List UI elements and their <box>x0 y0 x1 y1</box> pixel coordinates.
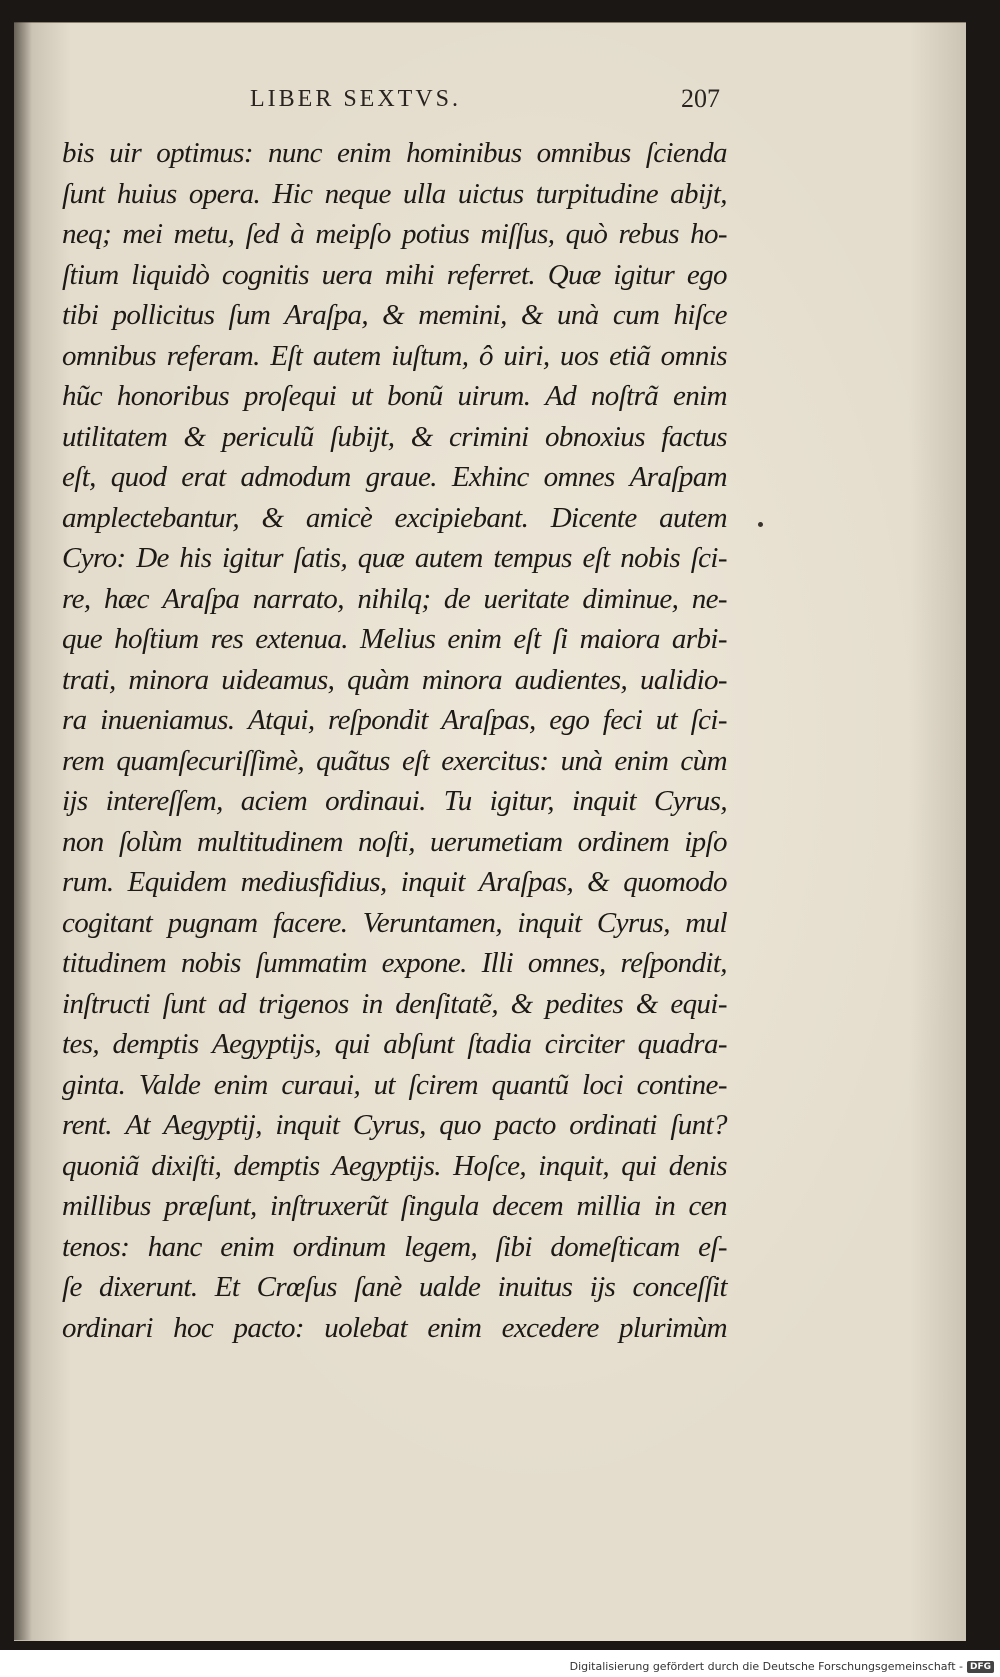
word: ſtium <box>62 258 119 291</box>
word: Araſpam <box>629 461 727 493</box>
word: denſitatẽ, <box>395 987 498 1020</box>
word: enim <box>220 1230 275 1263</box>
word: enim <box>447 623 502 655</box>
word: quãtus <box>316 744 390 777</box>
word: ſe <box>62 1271 82 1303</box>
word: noſti, <box>358 825 415 858</box>
text-line <box>62 174 727 215</box>
word: uera <box>321 258 373 291</box>
word: quàm <box>347 663 410 696</box>
text-line <box>62 619 727 660</box>
body-text <box>62 133 727 1348</box>
word: rebus <box>618 218 679 250</box>
word: neque <box>324 177 391 210</box>
word: narrato, <box>252 582 344 615</box>
word: inquit, <box>538 1149 609 1182</box>
word: liquidò <box>131 258 210 291</box>
text-line <box>62 1267 727 1308</box>
word: ordinaui. <box>325 785 426 817</box>
word: uirum. <box>457 380 531 412</box>
word: ijs <box>62 785 88 817</box>
page-gutter-shadow <box>14 22 32 1640</box>
word: ô <box>478 339 493 372</box>
word: proſequi <box>243 380 337 412</box>
word: extenua. <box>255 623 348 655</box>
word: igitur <box>613 258 675 291</box>
word: de <box>443 582 471 615</box>
word: exercitus: <box>441 744 549 777</box>
word: ſolùm <box>118 825 182 858</box>
word: Quæ <box>547 258 601 291</box>
word: conceſſit <box>632 1271 727 1303</box>
word: hæc <box>103 582 149 615</box>
word: ſanè <box>354 1271 402 1303</box>
word: feci <box>602 704 643 736</box>
word: ſcienda <box>645 137 727 169</box>
ink-speck <box>758 522 763 527</box>
word: ginta. <box>62 1068 126 1101</box>
word: bis <box>62 137 95 169</box>
word: neq; <box>62 218 112 250</box>
word: ut <box>373 1068 395 1101</box>
word: uir <box>109 137 142 169</box>
word: qui <box>621 1149 657 1182</box>
digitization-credit <box>570 1660 994 1673</box>
word: potius <box>401 218 470 250</box>
word: metu, <box>173 218 235 250</box>
text-line <box>62 336 727 377</box>
word: uos <box>560 339 599 372</box>
word: contine- <box>636 1068 727 1101</box>
word: ualidio- <box>639 663 727 696</box>
text-line <box>62 700 727 741</box>
text-line <box>62 417 727 458</box>
word: cognitis <box>221 258 309 291</box>
text-line <box>62 1105 727 1146</box>
word: ordinum <box>292 1230 386 1263</box>
word: ualde <box>418 1271 481 1303</box>
word: mihi <box>384 258 435 291</box>
word: facere. <box>272 906 348 939</box>
word: cum <box>612 299 660 331</box>
word: quod <box>110 461 167 493</box>
word: quantũ <box>491 1068 569 1101</box>
word: tibi <box>62 299 99 331</box>
word: rem <box>62 744 105 777</box>
text-line <box>62 741 727 782</box>
word: eſt <box>582 542 610 574</box>
word: Araſpas, <box>441 704 536 736</box>
word: autem <box>312 339 381 372</box>
word: Hoſce, <box>453 1149 527 1182</box>
word: titudinem <box>62 947 167 979</box>
word: uideamus, <box>221 663 335 696</box>
word: ſubijt, <box>330 420 395 453</box>
word: tempus <box>493 542 572 574</box>
word: abijt, <box>670 177 727 210</box>
word: ad <box>217 987 246 1020</box>
word: enim <box>427 1311 482 1344</box>
word: hanc <box>147 1230 202 1263</box>
word: uictus <box>457 177 524 210</box>
text-line <box>62 781 727 822</box>
word: At <box>125 1109 150 1141</box>
word: à <box>290 218 305 250</box>
word: diminue, <box>582 582 679 615</box>
word: pugnam <box>167 906 258 939</box>
text-line <box>62 862 727 903</box>
word: Et <box>214 1271 240 1303</box>
text-line <box>62 579 727 620</box>
word: denis <box>668 1149 727 1182</box>
word: multitudinem <box>197 825 343 858</box>
word: inquit <box>275 1109 340 1141</box>
word: memini, <box>418 299 507 331</box>
word: igitur, <box>489 785 554 817</box>
word: omnis <box>660 339 727 372</box>
word: hominibus <box>406 137 522 169</box>
text-line <box>62 214 727 255</box>
word: enim <box>672 380 727 412</box>
word: nobis <box>620 542 681 574</box>
word: referret. <box>446 258 536 291</box>
word: Cyrus, <box>654 785 727 817</box>
word: eſt, <box>62 461 96 493</box>
word: quamſecuriſſimè, <box>116 744 305 777</box>
word: nobis <box>180 947 241 979</box>
word: cen <box>688 1190 727 1222</box>
word: ſunt? <box>670 1109 727 1141</box>
word: optimus: <box>156 137 253 169</box>
word: millia <box>576 1190 641 1222</box>
word: quoniã <box>62 1149 139 1182</box>
text-line <box>62 1065 727 1106</box>
word: quò <box>565 218 608 250</box>
word: eſt <box>513 623 541 655</box>
text-line <box>62 457 727 498</box>
word: circiter <box>544 1028 625 1060</box>
word: & <box>261 501 284 534</box>
word: Melius <box>359 623 436 655</box>
word: ra <box>62 704 87 736</box>
word: ueritate <box>483 582 569 615</box>
word: Aegyptijs. <box>331 1149 441 1182</box>
word: etiã <box>609 339 651 372</box>
word: uerumetiam <box>430 825 563 858</box>
word: excipiebant. <box>394 501 529 534</box>
word: Atqui, <box>248 704 315 736</box>
page-header <box>250 80 720 120</box>
word: ipſo <box>684 825 727 858</box>
word: enim <box>213 1068 268 1101</box>
word: trigenos <box>258 987 349 1020</box>
word: ſci- <box>690 542 727 574</box>
word: abſunt <box>383 1028 454 1060</box>
word: Aegyptij, <box>163 1109 262 1141</box>
word: graue. <box>365 461 437 493</box>
word: demptis <box>112 1028 199 1060</box>
word: inuitus <box>497 1271 573 1303</box>
word: quo <box>439 1109 481 1141</box>
word: Valde <box>138 1068 201 1101</box>
word: unà <box>557 299 599 331</box>
word: maiora <box>579 623 660 655</box>
text-line <box>62 255 727 296</box>
word: ſci- <box>690 704 727 736</box>
word: & <box>635 987 658 1020</box>
word: cùm <box>680 744 727 777</box>
text-line <box>62 376 727 417</box>
word: mediusfidius, <box>240 866 387 898</box>
word: omnibus <box>62 339 157 372</box>
word: hũc <box>62 380 103 412</box>
word: ſingula <box>400 1190 479 1222</box>
word: iuſtum, <box>391 339 469 372</box>
word: noſtrã <box>590 380 659 412</box>
word: meipſo <box>315 218 391 250</box>
text-line <box>62 1227 727 1268</box>
word: ne- <box>691 582 727 615</box>
word: excedere <box>501 1311 599 1344</box>
word: Crœſus <box>256 1271 337 1303</box>
text-line <box>62 943 727 984</box>
word: aciem <box>240 785 308 817</box>
word: pollicitus <box>112 299 215 331</box>
word: in <box>361 987 383 1020</box>
word: miſſus, <box>480 218 555 250</box>
word: res <box>210 623 244 655</box>
word: ego <box>549 704 590 736</box>
word: qui <box>334 1028 370 1060</box>
word: eſ- <box>698 1230 727 1263</box>
word: inquit <box>400 866 465 898</box>
text-line <box>62 498 727 539</box>
word: his <box>179 542 212 574</box>
word: quomodo <box>623 866 727 898</box>
word: præſunt, <box>163 1190 257 1222</box>
word: audientes, <box>514 663 628 696</box>
word: ſum <box>228 299 271 331</box>
word: inquit <box>517 906 582 939</box>
word: periculũ <box>221 420 314 453</box>
text-line <box>62 903 727 944</box>
word: non <box>62 825 104 858</box>
text-line <box>62 822 727 863</box>
word: ut <box>350 380 373 412</box>
word: & <box>587 866 610 898</box>
text-line <box>62 1186 727 1227</box>
word: ijs <box>589 1271 616 1303</box>
word: intereſſem, <box>105 785 223 817</box>
word: arbi- <box>671 623 727 655</box>
word: uiri, <box>503 339 550 372</box>
word: cogitant <box>62 906 153 939</box>
word: admodum <box>240 461 351 493</box>
word: amplectebantur, <box>62 501 240 534</box>
running-head: LIBER SEXTVS. <box>250 86 462 112</box>
word: millibus <box>62 1190 151 1222</box>
word: amicè <box>305 501 373 534</box>
word: Veruntamen, <box>362 906 502 939</box>
word: ego <box>686 258 727 291</box>
word: minora <box>128 663 209 696</box>
word: inquit <box>571 785 637 817</box>
word: quæ <box>357 542 405 574</box>
word: ſed <box>245 218 280 250</box>
text-line <box>62 133 727 174</box>
word: Araſpa, <box>284 299 369 331</box>
word: pacto: <box>233 1311 304 1344</box>
word: factus <box>661 420 727 453</box>
word: ordinem <box>577 825 670 858</box>
word: honoribus <box>116 380 230 412</box>
word: equi- <box>670 987 727 1020</box>
page-number: 207 <box>681 84 720 113</box>
word: dixerunt. <box>99 1271 198 1303</box>
word: nihilq; <box>357 582 431 615</box>
word: obnoxius <box>544 420 645 453</box>
dfg-logo-icon: DFG <box>967 1661 994 1673</box>
text-line <box>62 1146 727 1187</box>
word: crimini <box>449 420 529 453</box>
word: inſtruxerũt <box>270 1190 388 1222</box>
word: enim <box>614 744 669 777</box>
credit-text: Digitalisierung gefördert durch die Deutsche Forschungsgemeinschaft - <box>569 1660 963 1673</box>
word: omnes <box>543 461 615 493</box>
word: plurimùm <box>619 1311 727 1344</box>
word: inueniamus. <box>100 704 235 736</box>
word: hoſtium <box>114 623 199 655</box>
word: Hic <box>272 177 313 210</box>
word: ſtadia <box>467 1028 532 1060</box>
word: inſtructi <box>62 987 151 1020</box>
word: tenos: <box>62 1230 130 1263</box>
word: Eſt <box>270 339 303 372</box>
word: ordinati <box>569 1109 657 1141</box>
word: Equidem <box>127 866 227 898</box>
word: Ad <box>545 380 577 412</box>
word: & <box>510 987 533 1020</box>
word: curaui, <box>281 1068 361 1101</box>
text-line <box>62 1308 727 1349</box>
word: & <box>410 420 433 453</box>
word: referam. <box>166 339 260 372</box>
word: ſunt <box>162 987 206 1020</box>
word: trati, <box>62 663 116 696</box>
word: pedites <box>545 987 624 1020</box>
word: omnes, <box>527 947 606 979</box>
text-line <box>62 660 727 701</box>
word: pacto <box>494 1109 556 1141</box>
word: Exhinc <box>451 461 529 493</box>
word: que <box>62 623 103 655</box>
word: ulla <box>402 177 446 210</box>
word: huius <box>116 177 177 210</box>
word: expone. <box>381 947 467 979</box>
word: hoc <box>173 1311 214 1344</box>
word: & <box>183 420 206 453</box>
word: Cyrus, <box>352 1109 426 1141</box>
word: Tu <box>443 785 472 817</box>
word: Araſpa <box>162 582 240 615</box>
word: mei <box>122 218 163 250</box>
word: ſunt <box>62 177 105 210</box>
word: erat <box>181 461 226 493</box>
word: minora <box>421 663 503 696</box>
word: domeſticam <box>550 1230 680 1263</box>
word: ho- <box>690 218 727 250</box>
word: omnibus <box>536 137 631 169</box>
word: ſummatim <box>255 947 367 979</box>
word: dixiſti, <box>151 1149 222 1182</box>
word: reſpondit, <box>620 947 727 979</box>
word: Araſpas, <box>478 866 574 898</box>
word: & <box>382 299 405 331</box>
word: utilitatem <box>62 420 168 453</box>
word: unà <box>560 744 603 777</box>
word: ſcirem <box>408 1068 478 1101</box>
word: rum. <box>62 866 114 898</box>
word: autem <box>414 542 483 574</box>
text-line <box>62 538 727 579</box>
word: uolebat <box>324 1311 408 1344</box>
word: Cyrus, <box>596 906 670 939</box>
word: Dicente <box>550 501 637 534</box>
word: demptis <box>233 1149 320 1182</box>
word: rent. <box>62 1109 112 1141</box>
word: turpitudine <box>535 177 658 210</box>
word: Cyro: <box>62 542 126 574</box>
word: ſi <box>552 623 568 655</box>
word: in <box>653 1190 676 1222</box>
word: igitur <box>222 542 283 574</box>
word: ut <box>655 704 678 736</box>
word: nunc <box>267 137 322 169</box>
word: ſibi <box>495 1230 532 1263</box>
text-line <box>62 984 727 1025</box>
word: quadra- <box>637 1028 727 1060</box>
text-line <box>62 1024 727 1065</box>
word: mul <box>685 906 727 939</box>
word: reſpondit <box>328 704 428 736</box>
text-line <box>62 295 727 336</box>
word: De <box>136 542 169 574</box>
word: Illi <box>481 947 514 979</box>
word: decem <box>492 1190 564 1222</box>
word: & <box>520 299 543 331</box>
word: legem, <box>404 1230 478 1263</box>
word: opera. <box>188 177 261 210</box>
word: enim <box>337 137 392 169</box>
word: bonũ <box>387 380 443 412</box>
word: ordinari <box>62 1311 153 1344</box>
word: eſt <box>401 744 430 777</box>
word: Aegyptijs, <box>211 1028 322 1060</box>
word: ſatis, <box>293 542 348 574</box>
word: hiſce <box>673 299 727 331</box>
word: re, <box>62 582 91 615</box>
word: loci <box>582 1068 624 1101</box>
word: autem <box>659 501 727 534</box>
word: tes, <box>62 1028 100 1060</box>
